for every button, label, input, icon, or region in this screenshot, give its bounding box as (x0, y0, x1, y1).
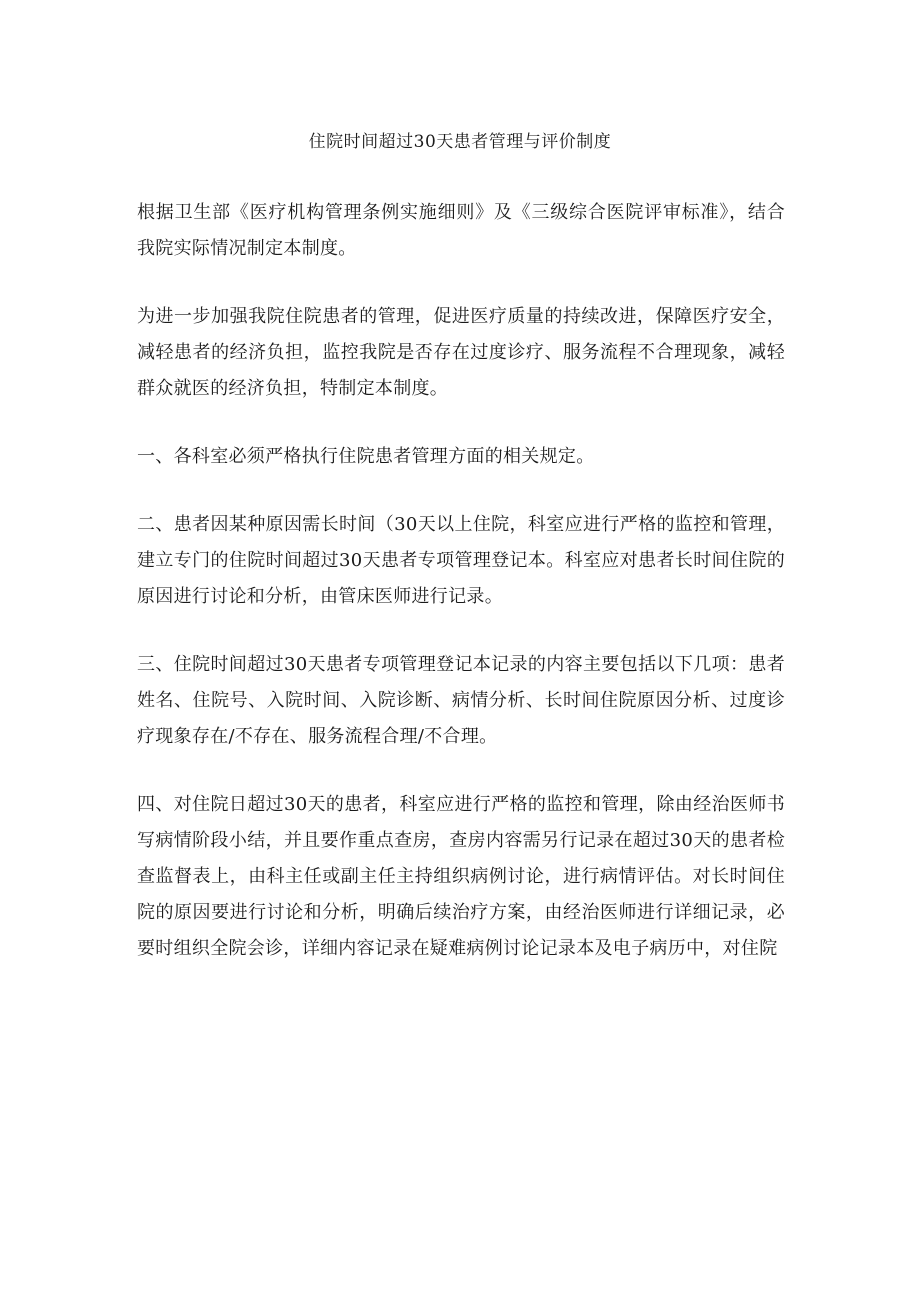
paragraph-clause-1: 一、各科室必须严格执行住院患者管理方面的相关规定。 (137, 446, 595, 467)
paragraph-clause-4: 四、对住院日超过30天的患者，科室应进行严格的监控和管理，除由经治医师书写病情阶段小结，并且要作重点查房，查房内容需另行记录在超过30天的患者检查监督表上，由科主任或副主任主持组织病例讨论，进行病情评估。对长时间住院的原因要进行讨论和分析，明确后续治疗方案，由经治医师进行详细记录，必要时组织全院会诊，详细内容记录在疑难病例讨论记录本及电子病历中，对住院 (137, 794, 785, 959)
document-body (137, 195, 785, 999)
paragraph-clause-3: 三、住院时间超过30天患者专项管理登记本记录的内容主要包括以下几项：患者姓名、住院号、入院时间、入院诊断、病情分析、长时间住院原因分析、过度诊疗现象存在/不存在、服务流程合理/不合理。 (137, 654, 785, 747)
paragraph-clause-2: 二、患者因某种原因需长时间（30天以上住院，科室应进行严格的监控和管理，建立专门的住院时间超过30天患者专项管理登记本。科室应对患者长时间住院的原因进行讨论和分析，由管床医师进行记录。 (137, 514, 785, 607)
paragraph-basis: 根据卫生部《医疗机构管理条例实施细则》及《三级综合医院评审标准》，结合我院实际情况制定本制度。 (137, 202, 785, 259)
document-title: 住院时间超过30天患者管理与评价制度 (308, 132, 612, 152)
paragraph-purpose: 为进一步加强我院住院患者的管理，促进医疗质量的持续改进，保障医疗安全，减轻患者的经济负担，监控我院是否存在过度诊疗、服务流程不合理现象，减轻群众就医的经济负担，特制定本制度。 (137, 306, 785, 399)
